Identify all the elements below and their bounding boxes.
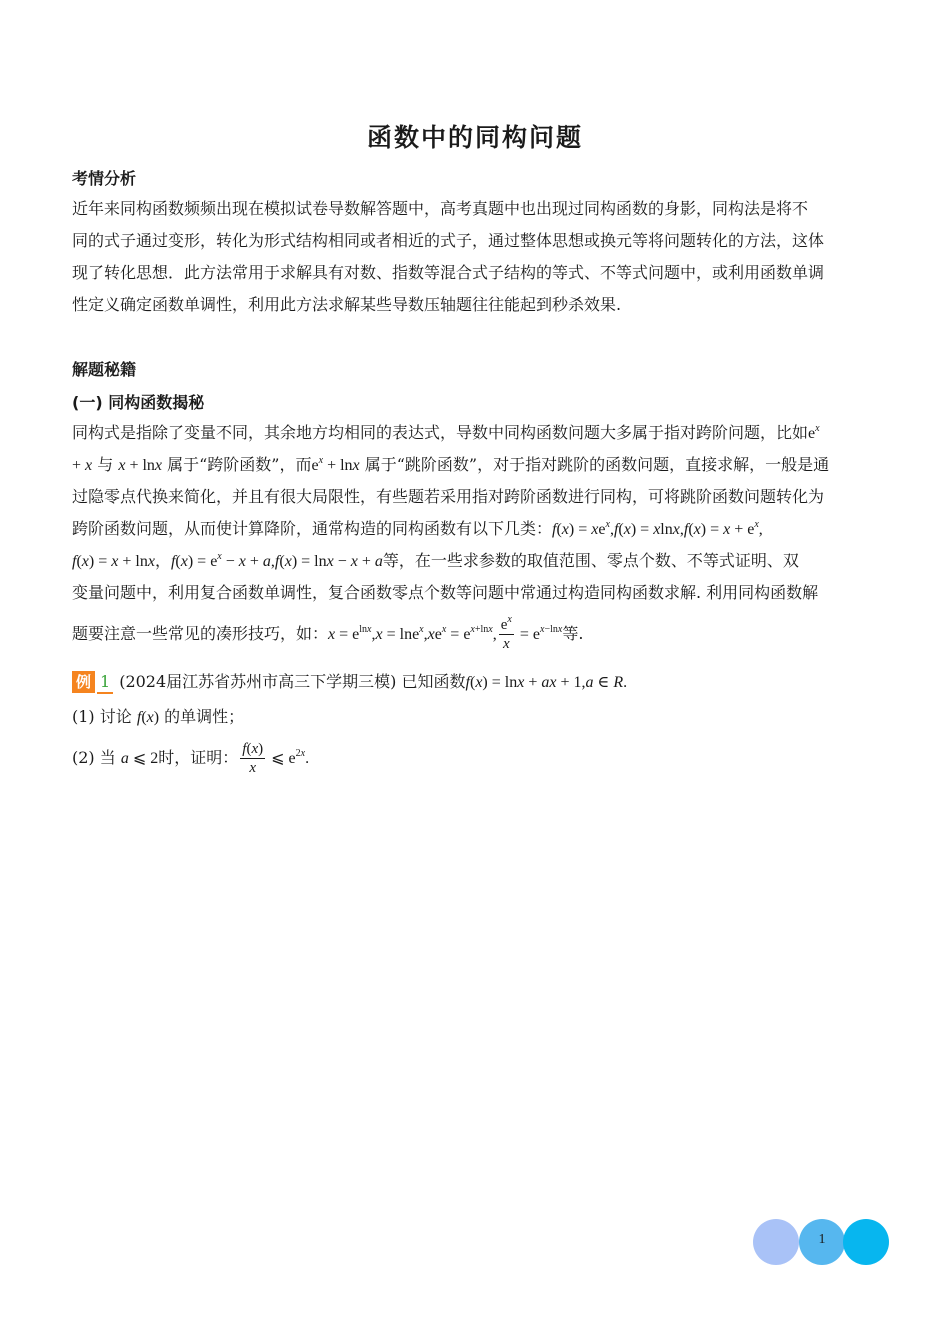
analysis-line-3: 现了转化思想．此方法常用于求解具有对数、指数等混合式子结构的等式、不等式问题中，或利用函数单调	[72, 263, 825, 282]
body-line-5-text: 等，在一些求参数的取值范围、零点个数、不等式证明、双	[382, 551, 799, 570]
body-line-7-text: 题要注意一些常见的凑形技巧，如：	[72, 624, 329, 643]
section-heading-tips: 解题秘籍	[72, 360, 137, 379]
question-2: (2) 当 a ⩽ 2时，证明： $\frac{f(x)}{x}$ ⩽ $e^{2x}$.	[72, 741, 310, 776]
body-line-7: 题要注意一些常见的凑形技巧，如：$x = e^{lnx},x = \ln e^x,xe^x = e^{x+lnx}$, $\frac{e^x}{x}$ = $e^{x-lnx}$等.	[72, 614, 584, 652]
subsection-heading: (一) 同构函数揭秘	[72, 393, 205, 412]
example-number: 1	[97, 672, 113, 694]
example-stem-text: 已知函数	[401, 672, 466, 691]
example-tag: 例	[72, 671, 95, 693]
body-line-3: 过隐零点代换来简化，并且有很大局限性，有些题若采用指对跨阶函数进行同构，可将跳阶函数问题转化为	[72, 487, 825, 506]
question-1: (1) 讨论 f(x) 的单调性；	[72, 707, 245, 726]
body-line-2: + x 与 x + lnx 属于“跨阶函数”，而$e^x + \ln x$ 属于“跳阶函数”，对于指对跳阶的函数问题，直接求解，一般是通	[72, 455, 830, 474]
body-line-1: 同构式是指除了变量不同，其余地方均相同的表达式，导数中同构函数问题大多属于指对跨阶问题，比如$e^x$	[72, 423, 820, 442]
analysis-line-2: 同的式子通过变形，转化为形式结构相同或者相近的式子，通过整体思想或换元等将问题转化的方法，这体	[72, 231, 825, 250]
body-line-4-text: 跨阶函数问题，从而使计算降阶，通常构造的同构函数有以下几类：	[72, 519, 553, 538]
page-number: 1	[818, 1232, 826, 1247]
section-heading-analysis: 考情分析	[72, 169, 137, 188]
fraction-ex-over-x: $\frac{e^x}{x}$	[500, 614, 512, 652]
question-2-b: 时，证明：	[158, 748, 239, 767]
body-line-1-text: 同构式是指除了变量不同，其余地方均相同的表达式，导数中同构函数问题大多属于指对跨阶问题，比如	[72, 423, 809, 442]
example-stem: 例 1 (2024届江苏省苏州市高三下学期三模) 已知函数f(x) = lnx + ax + 1,a ∈ R.	[72, 671, 882, 694]
analysis-line-1: 近年来同构函数频频出现在模拟试卷导数解答题中，高考真题中也出现过同构函数的身影，同构法是将不	[72, 199, 809, 218]
body-line-2-a: 与	[97, 455, 114, 474]
page-title: 函数中的同构问题	[366, 123, 583, 152]
body-line-5: f(x) = x + lnx，$f(x) = e^x - x + a,f(x) = \ln x - x + a$等，在一些求参数的取值范围、零点个数、不等式证明、双	[72, 551, 799, 570]
analysis-line-4: 性定义确定函数单调性，利用此方法求解某些导数压轴题往往能起到秒杀效果.	[72, 295, 622, 314]
question-1-b: 的单调性；	[164, 707, 245, 726]
body-line-2-b: 属于“跨阶函数”，而	[167, 455, 312, 474]
page-dot-left	[753, 1219, 799, 1265]
page-dot-right	[843, 1219, 889, 1265]
body-line-7-end: 等.	[562, 624, 584, 643]
body-line-4: 跨阶函数问题，从而使计算降阶，通常构造的同构函数有以下几类：$f(x) = xe^x,f(x) = xlnx,f(x) = x + e^x$,	[72, 519, 763, 538]
body-line-2-c: 属于“跳阶函数”，对于指对跳阶的函数问题，直接求解，一般是通	[364, 455, 830, 474]
fraction-fx-over-x: $\frac{f(x)}{x}$	[242, 741, 264, 776]
question-1-a: (1) 讨论	[72, 707, 132, 726]
question-2-a: (2) 当	[72, 748, 116, 767]
example-source: (2024届江苏省苏州市高三下学期三模)	[119, 672, 397, 691]
body-line-6: 变量问题中，利用复合函数单调性，复合函数零点个数等问题中常通过构造同构函数求解. 利用同构函数解	[72, 583, 819, 602]
